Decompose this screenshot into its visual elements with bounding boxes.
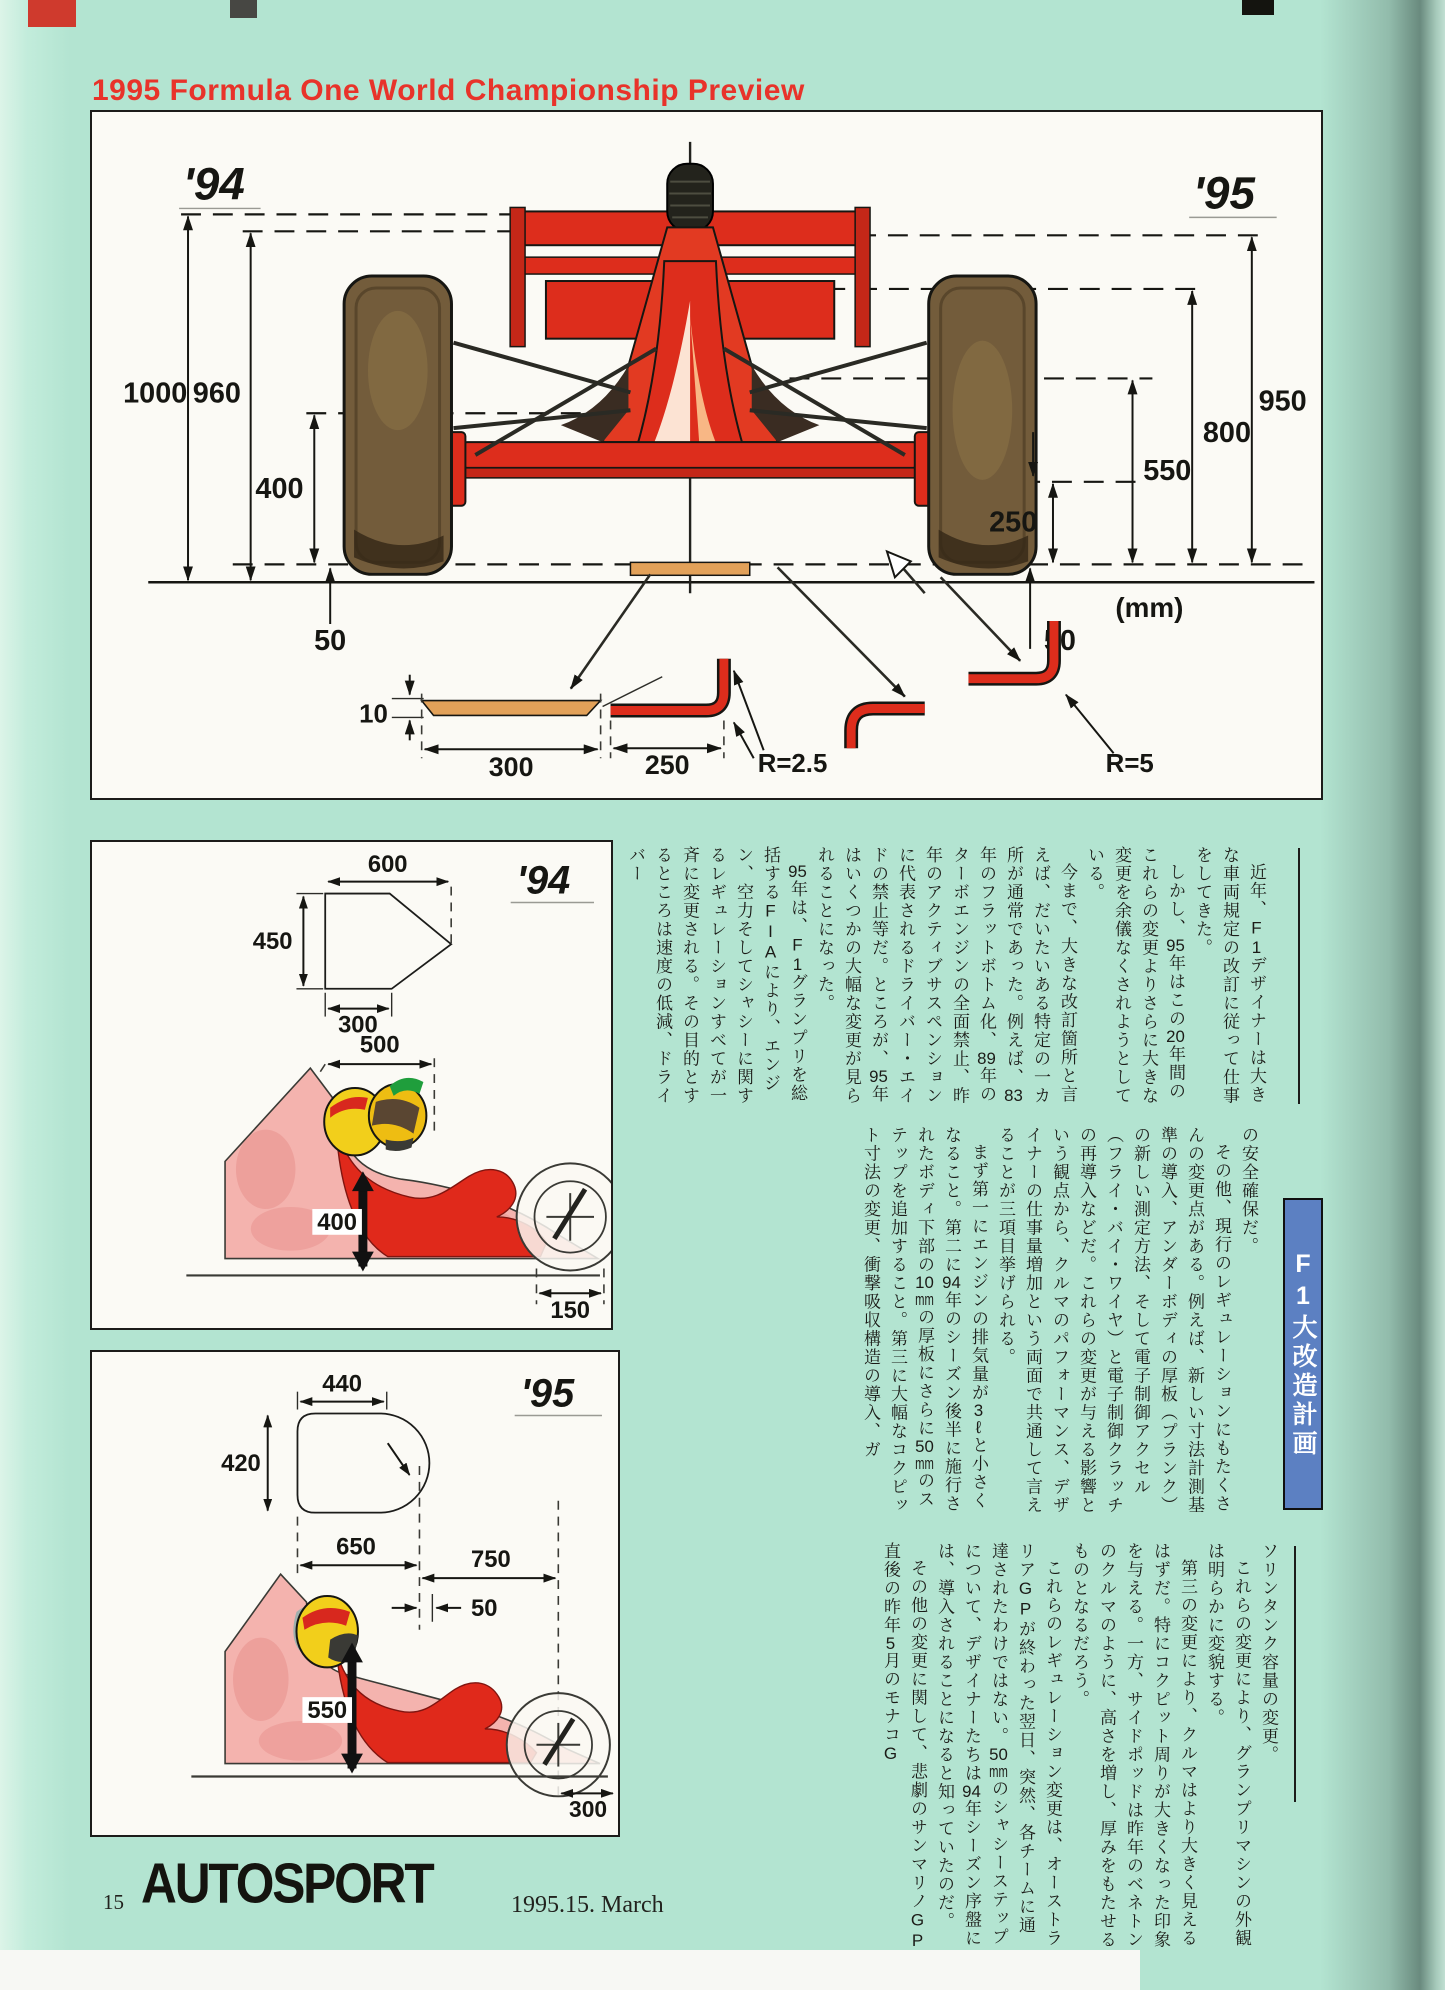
page-gutter-shadow — [1320, 0, 1445, 1990]
tyre-left-icon — [344, 276, 451, 574]
dim-450: 450 — [252, 928, 293, 956]
plank-under-car — [630, 562, 749, 575]
step-detail — [611, 659, 828, 780]
article-band-2 — [600, 1126, 1262, 1524]
article-headline-box — [1283, 1198, 1323, 1510]
scan-artifact-red — [28, 0, 76, 27]
paragraph: 近年、F1デザイナーは大きな車両規定の改訂に従って仕事をしてきた。 — [1193, 846, 1266, 1105]
paragraph: その他、現行のレギュレーションにもたくさんの変更点がある。例えば、新しい寸法計測基準の導入、アンダーボディの厚板（プランク）の新しい測定方法、そして電子制御アクセル（フライ・バイ・ワイヤ）と電子制御クラッチの再導入などだ。これらの変更が与える影響という観点から、クルマのパフォーマンス、デザイナーの仕事量増加という両面で共通して言えることが三項目挙げられる。 — [996, 1126, 1231, 1515]
page-number: 15 — [103, 1890, 124, 1914]
front-view-diagram — [90, 110, 1323, 800]
cockpit-template-94 — [253, 851, 451, 1039]
dim-plank-300: 300 — [488, 752, 534, 783]
scan-artifact-black — [1242, 0, 1274, 15]
plank-detail — [359, 675, 662, 782]
helmet-94 — [324, 1084, 426, 1155]
cockpit-94-svg — [92, 842, 611, 1328]
dims-94 — [123, 216, 346, 656]
paragraph: まず第一にエンジンの排気量が3ℓと小さくなること。第二に94年のシーズン後半に施行されたボディ下部の10mmの厚板にさらに50mmのステップを追加すること。第三に大幅なコクピット寸法の変更、衝撃吸収構造の導入、ガ — [861, 1126, 988, 1515]
driver-figure-94 — [186, 1068, 611, 1275]
article-headline: F1大改造計画 — [1289, 1249, 1317, 1459]
paragraph: しかし、95年はこの20年間のこれらの変更よりさらに大きな変更を余儀なくされようとしている。 — [1085, 846, 1185, 1105]
paragraph: の安全確保だ。 — [1239, 1126, 1258, 1256]
front-view-svg — [92, 112, 1321, 798]
dim-50-gap: 50 — [471, 1594, 498, 1622]
cockpit-95-svg — [92, 1352, 618, 1835]
radius-detail — [851, 621, 1154, 778]
page-title: 1995 Formula One World Championship Preview — [92, 74, 805, 107]
issue-date: 1995.15. March — [511, 1892, 664, 1918]
cockpit-94-diagram — [90, 840, 613, 1330]
f1-car-front-view — [344, 142, 1036, 593]
dim-800: 800 — [1202, 417, 1252, 450]
paragraph: その他の変更に関して、悲劇のサンマリノGP直後の昨年5月のモナコG — [881, 1542, 927, 1952]
magazine-logo: AUTOSPORT — [141, 1851, 433, 1915]
dim-step-250: 250 — [644, 750, 690, 781]
paragraph: 第三の変更により、クルマはより大きく見えるはずだ。特にコクピット周りが大きくなった印象を与える。一方、サイドポッドは昨年のベネトンのクルマのように、高さを増し、厚みをもたせるものとなるだろう。 — [1070, 1542, 1197, 1949]
radius-large-label: R=5 — [1105, 750, 1154, 779]
dim-650: 650 — [336, 1533, 376, 1561]
cockpit-95-diagram — [90, 1350, 620, 1837]
year-94-side-label: '94 — [516, 858, 571, 903]
dim-50-left: 50 — [314, 624, 347, 657]
dim-750: 750 — [471, 1546, 511, 1574]
dim-plank-10: 10 — [359, 700, 388, 729]
dim-300-95: 300 — [569, 1796, 608, 1823]
dim-950: 950 — [1258, 385, 1307, 418]
dim-440: 440 — [322, 1370, 362, 1398]
page-left-edge — [0, 0, 70, 1990]
scan-artifact-dark — [230, 0, 257, 18]
column-rule — [1294, 1546, 1296, 1802]
dim-600: 600 — [367, 850, 408, 878]
year-94-label: '94 — [183, 158, 245, 210]
wheel-offset-94 — [536, 1268, 603, 1324]
article-band-1 — [610, 846, 1270, 1108]
dim-400: 400 — [255, 472, 304, 505]
dim-550-side: 550 — [307, 1696, 348, 1724]
paragraph: これらのレギュレーション変更は、オーストラリアGPが終わった翌日、突然、各チームに通達されたわけではない。50mmのシャシーステップについて、デザイナーたちは94年シーズン序盤には、導入されることになると知っていたのだ。 — [935, 1542, 1062, 1948]
dim-400-side: 400 — [317, 1208, 357, 1236]
dim-50-right: 50 — [1043, 624, 1076, 657]
page-bottom-edge — [0, 1950, 1140, 1990]
cockpit-template-95 — [221, 1371, 429, 1513]
column-rule — [1298, 848, 1300, 1104]
paragraph: 95年は、F1グランプリを総括するFIAにより、エンジン、空力そしてシャシーに関するレギュレーションすべてが一斉に変更される。その目的とするところは速度の低減、ドライバー — [626, 846, 807, 1105]
front-wheel-94 — [517, 1163, 611, 1270]
dim-1000: 1000 — [123, 377, 188, 410]
dim-550: 550 — [1143, 454, 1192, 487]
dim-300: 300 — [338, 1011, 378, 1039]
paragraph: これらの変更により、グランプリマシンの外観は明らかに変貌する。 — [1205, 1542, 1251, 1948]
radius-small-label: R=2.5 — [757, 750, 828, 779]
paragraph: 今まで、大きな改訂箇所と言えば、だいたいある特定の一カ所が通常であった。例えば、83年のフラットボトム化、89年のターボエンジンの全面禁止、昨年のアクティブサスペンションに代表されるドライバー・エイドの禁止等だ。ところが、95年はいくつかの大幅な変更が見られることになった。 — [815, 846, 1077, 1105]
paragraph: ソリンタンク容量の変更。 — [1259, 1542, 1278, 1764]
year-95-side-label: '95 — [520, 1371, 575, 1416]
dim-250: 250 — [989, 506, 1038, 539]
unit-label: (mm) — [1115, 592, 1184, 624]
dim-500: 500 — [359, 1031, 400, 1059]
year-95-label: '95 — [1193, 167, 1255, 219]
airbox — [667, 164, 713, 232]
footer — [103, 1851, 803, 1922]
front-wheel-95 — [507, 1693, 610, 1796]
dim-150: 150 — [550, 1297, 591, 1325]
dim-960: 960 — [192, 377, 241, 410]
dim-420: 420 — [221, 1450, 261, 1478]
